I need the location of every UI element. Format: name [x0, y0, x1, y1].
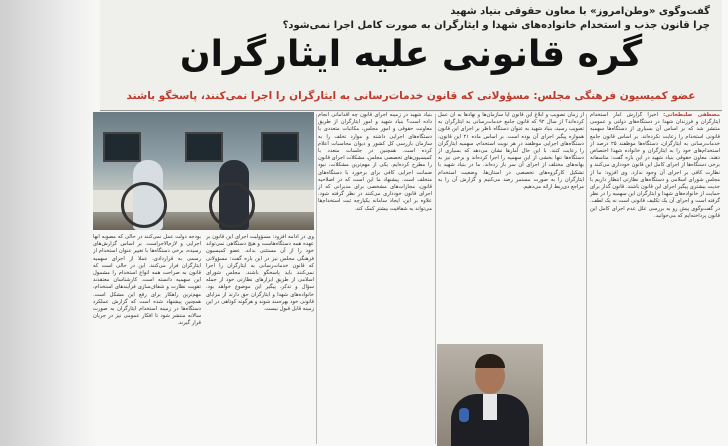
- column-2-body: از زمان تصویب و ابلاغ این قانون آیا سازمان‌ها و نهادها به آن عمل کرده‌اند؟ از سال ۹۲ که قانون جامع خدمات‌رسانی به ایثارگران به تصویب رسید، بنیاد شهید به عنوان دستگاه ناظر بر اجرای این قانون همواره پیگیر اجرای آن بوده است. بر اساس ماده ۲۱ این قانون، دستگاه‌های اجرایی موظفند در هر نوبت استخدام، سهمیه ایثارگران را رعایت کنند. با این حال آمارها نشان می‌دهد که بسیاری از دستگاه‌ها تنها بخشی از این سهمیه را اجرا کرده‌اند و برخی نیز به بهانه‌های مختلف از اجرای آن سر باز زده‌اند. ما در بنیاد شهید با تشکیل کارگروه‌های تخصصی در استان‌ها، وضعیت استخدام ایثارگران را به صورت مستمر رصد می‌کنیم و گزارش آن را به مراجع ذی‌ربط ارائه می‌دهیم.: [438, 112, 584, 191]
- wheelchair-wheel: [121, 182, 167, 228]
- article-column-3: [318, 112, 432, 446]
- photo-legal-deputy-portrait: [437, 344, 543, 446]
- column-divider: [435, 114, 436, 444]
- column-3-body: بنیاد شهید در زمینه اجرای قانون چه اقداماتی انجام داده است؟ بنیاد شهید و امور ایثارگران از طریق معاونت حقوقی و امور مجلس، مکاتبات متعددی با دستگاه‌های اجرایی داشته و موارد تخلف را به سازمان بازرسی کل کشور و دیوان محاسبات اعلام کرده است. همچنین در جلسات متعدد با کمیسیون‌های تخصصی مجلس، مشکلات اجرای قانون را مطرح کرده‌ایم. یکی از مهم‌ترین مشکلات، نبود ضمانت اجرایی کافی برای برخورد با دستگاه‌های متخلف است. پیشنهاد ما این است که در اصلاحیه قانون، مجازات‌های مشخصی برای مدیرانی که از اجرای قانون خودداری می‌کنند در نظر گرفته شود. علاوه بر این، ایجاد سامانه یکپارچه ثبت استخدام‌ها می‌تواند به شفافیت بیشتر کمک کند.: [318, 112, 432, 212]
- microphone-icon: [459, 408, 469, 422]
- column-divider: [586, 114, 587, 444]
- article-header: [100, 0, 722, 112]
- article-column-1: [590, 112, 720, 446]
- article-column-4: [206, 234, 314, 446]
- article-column-5: [93, 234, 201, 446]
- kicker-line-1: گفت‌وگوی «وطن‌امروز» با معاون حقوقی بنیاد شهید: [450, 6, 710, 17]
- kicker-line-2: چرا قانون جذب و استخدام خانواده‌های شهدا و ایثارگران به صورت کامل اجرا نمی‌شود؟: [282, 20, 710, 31]
- portrait-hair: [475, 354, 505, 368]
- photo-disabled-workers-office: [93, 112, 314, 230]
- column-4-body: وی در ادامه افزود: مسؤولیت اجرای این قانون بر عهده همه دستگاه‌هاست و هیچ دستگاهی نمی‌تواند خود را از آن مستثنی بداند. عضو کمیسیون فرهنگی مجلس نیز در این باره گفت: مسؤولانی که قانون خدمات‌رسانی به ایثارگران را اجرا نمی‌کنند باید پاسخگو باشند. مجلس شورای اسلامی از طریق ابزارهای نظارتی خود از جمله سؤال و تذکر، پیگیر این موضوع خواهد بود. خانواده‌های شهدا و ایثارگران حق دارند از مزایای قانونی خود بهره‌مند شوند و هرگونه کوتاهی در این زمینه قابل قبول نیست.: [206, 234, 314, 313]
- page-binding-shadow: [0, 0, 96, 446]
- header-rule: [100, 110, 722, 111]
- headline: گره قانونی علیه ایثارگران: [179, 34, 643, 75]
- column-divider: [316, 114, 317, 444]
- subheadline: عضو کمیسیون فرهنگی مجلس: مسؤولانی که قانون خدمات‌رسانی به ایثارگران را اجرا نمی‌کنند، پاسخگو باشند: [126, 90, 696, 102]
- monitor-shape: [185, 132, 223, 162]
- column-1-lead: مصطفی صلبطخانی:: [663, 112, 720, 118]
- column-1-body: اخیرا گزارش آمار استخدام ایثارگران و فرزندان شهدا در دستگاه‌های دولتی و عمومی منتشر شد که بر اساس آن بسیاری از دستگاه‌ها سهمیه قانونی استخدام را رعایت نکرده‌اند. بر اساس قانون جامع خدمات‌رسانی به ایثارگران، دستگاه‌ها موظفند ۲۵ درصد از استخدام‌های خود را به ایثارگران و خانواده شهدا اختصاص دهند. معاون حقوقی بنیاد شهید در این باره گفت: متاسفانه برخی دستگاه‌ها از اجرای کامل این قانون خودداری می‌کنند و نظارت کافی بر اجرای آن وجود ندارد. وی افزود: ما از مجلس شورای اسلامی و دستگاه‌های نظارتی انتظار داریم با جدیت بیشتری پیگیر اجرای این قانون باشند. قانون گذار برای حمایت از خانواده‌های شهدا و ایثارگران این سهمیه را در نظر گرفته است و اجرای آن یک تکلیف قانونی است نه یک لطف. در گفت‌وگوی پیش رو به بررسی علل عدم اجرای کامل این قانون پرداخته‌ایم که می‌خوانید.: [590, 112, 720, 219]
- monitor-shape: [103, 132, 141, 162]
- article-column-2: [438, 112, 584, 342]
- portrait-shirt: [483, 394, 497, 420]
- monitor-shape: [261, 132, 299, 162]
- column-5-body: بودجه دولت عمل نمی‌کنند در حالی که مصوبه آنها اجرایی و لازم‌الاجراست. بر اساس گزارش‌های رسیده، برخی دستگاه‌ها با تغییر عنوان استخدام از رسمی به قراردادی، عملا از اجرای سهمیه ایثارگران فرار می‌کنند. این در حالی است که قانون به صراحت همه انواع استخدام را مشمول این سهمیه دانسته است. کارشناسان معتقدند تقویت نظارت و شفاف‌سازی فرآیندهای استخدام، مهم‌ترین راهکار برای رفع این مشکل است. همچنین پیشنهاد شده است که گزارش عملکرد دستگاه‌ها در زمینه استخدام ایثارگران به صورت سالانه منتشر شود تا افکار عمومی نیز در جریان قرار گیرند.: [93, 234, 201, 327]
- wheelchair-wheel: [209, 182, 255, 228]
